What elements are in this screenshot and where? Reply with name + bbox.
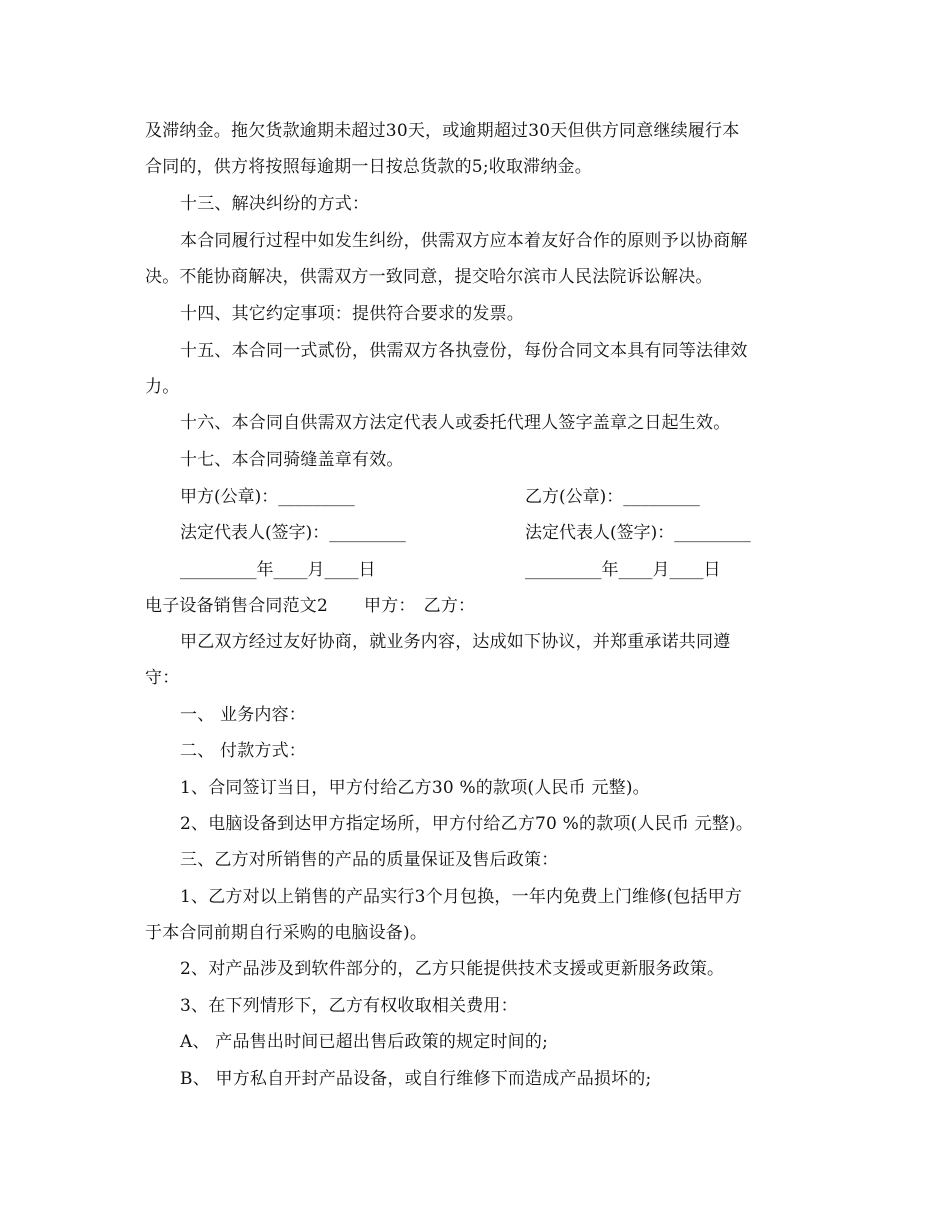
paragraph-line: 于本合同前期自行采购的电脑设备)。 bbox=[145, 923, 428, 943]
paragraph-line: 守： bbox=[145, 668, 180, 688]
paragraph-line: 决。不能协商解决，供需双方一致同意，提交哈尔滨市人民法院诉讼解决。 bbox=[145, 267, 713, 287]
section-heading: 一、 业务内容： bbox=[180, 705, 307, 725]
section2-heading-line bbox=[145, 595, 805, 617]
party-b-date: _________年____月____日 bbox=[525, 560, 721, 580]
list-item: A、 产品售出时间已超出售后政策的规定时间的; bbox=[180, 1032, 549, 1052]
party-b-representative: 法定代表人(签字)：_________ bbox=[525, 523, 751, 543]
paragraph-line: 合同的，供方将按照每逾期一日按总货款的5;收取滞纳金。 bbox=[145, 157, 592, 177]
section2-party-a: 甲方： bbox=[364, 596, 416, 616]
paragraph-line: 十七、本合同骑缝盖章有效。 bbox=[180, 450, 404, 470]
paragraph-line: 3、在下列情形下，乙方有权收取相关费用： bbox=[180, 996, 518, 1016]
party-b-seal: 乙方(公章)：_________ bbox=[525, 487, 700, 507]
paragraph-line: 本合同履行过程中如发生纠纷，供需双方应本着友好合作的原则予以协商解 bbox=[180, 231, 748, 251]
section-heading: 三、乙方对所销售的产品的质量保证及售后政策： bbox=[180, 850, 559, 870]
paragraph-line: 力。 bbox=[145, 377, 180, 397]
section2-title: 电子设备销售合同范文2 bbox=[145, 596, 329, 616]
paragraph-line: 十六、本合同自供需双方法定代表人或委托代理人签字盖章之日起生效。 bbox=[180, 413, 731, 433]
paragraph-line: 及滞纳金。拖欠货款逾期未超过30天，或逾期超过30天但供方同意继续履行本 bbox=[145, 121, 740, 141]
paragraph-line: 1、合同签订当日，甲方付给乙方30 %的款项(人民币 元整)。 bbox=[180, 778, 650, 798]
party-a-representative: 法定代表人(签字)：_________ bbox=[180, 523, 406, 543]
paragraph-line: 1、乙方对以上销售的产品实行3个月包换，一年内免费上门维修(包括甲方 bbox=[180, 887, 743, 907]
paragraph-line: 2、电脑设备到达甲方指定场所，甲方付给乙方70 %的款项(人民币 元整)。 bbox=[180, 814, 754, 834]
party-a-date: _________年____月____日 bbox=[180, 560, 376, 580]
paragraph-line: 甲乙双方经过友好协商，就业务内容，达成如下协议，并郑重承诺共同遵 bbox=[180, 632, 731, 652]
list-item: B、 甲方私自开封产品设备，或自行维修下而造成产品损坏的; bbox=[180, 1069, 652, 1089]
party-a-seal: 甲方(公章)：_________ bbox=[180, 487, 355, 507]
paragraph-line: 十四、其它约定事项：提供符合要求的发票。 bbox=[180, 304, 524, 324]
section-heading: 十三、解决纠纷的方式： bbox=[180, 194, 370, 214]
section-heading: 二、 付款方式： bbox=[180, 741, 307, 761]
paragraph-line: 十五、本合同一式贰份，供需双方各执壹份，每份合同文本具有同等法律效 bbox=[180, 341, 748, 361]
paragraph-line: 2、对产品涉及到软件部分的，乙方只能提供技术支援或更新服务政策。 bbox=[180, 959, 725, 979]
section2-party-b: 乙方： bbox=[423, 596, 476, 616]
